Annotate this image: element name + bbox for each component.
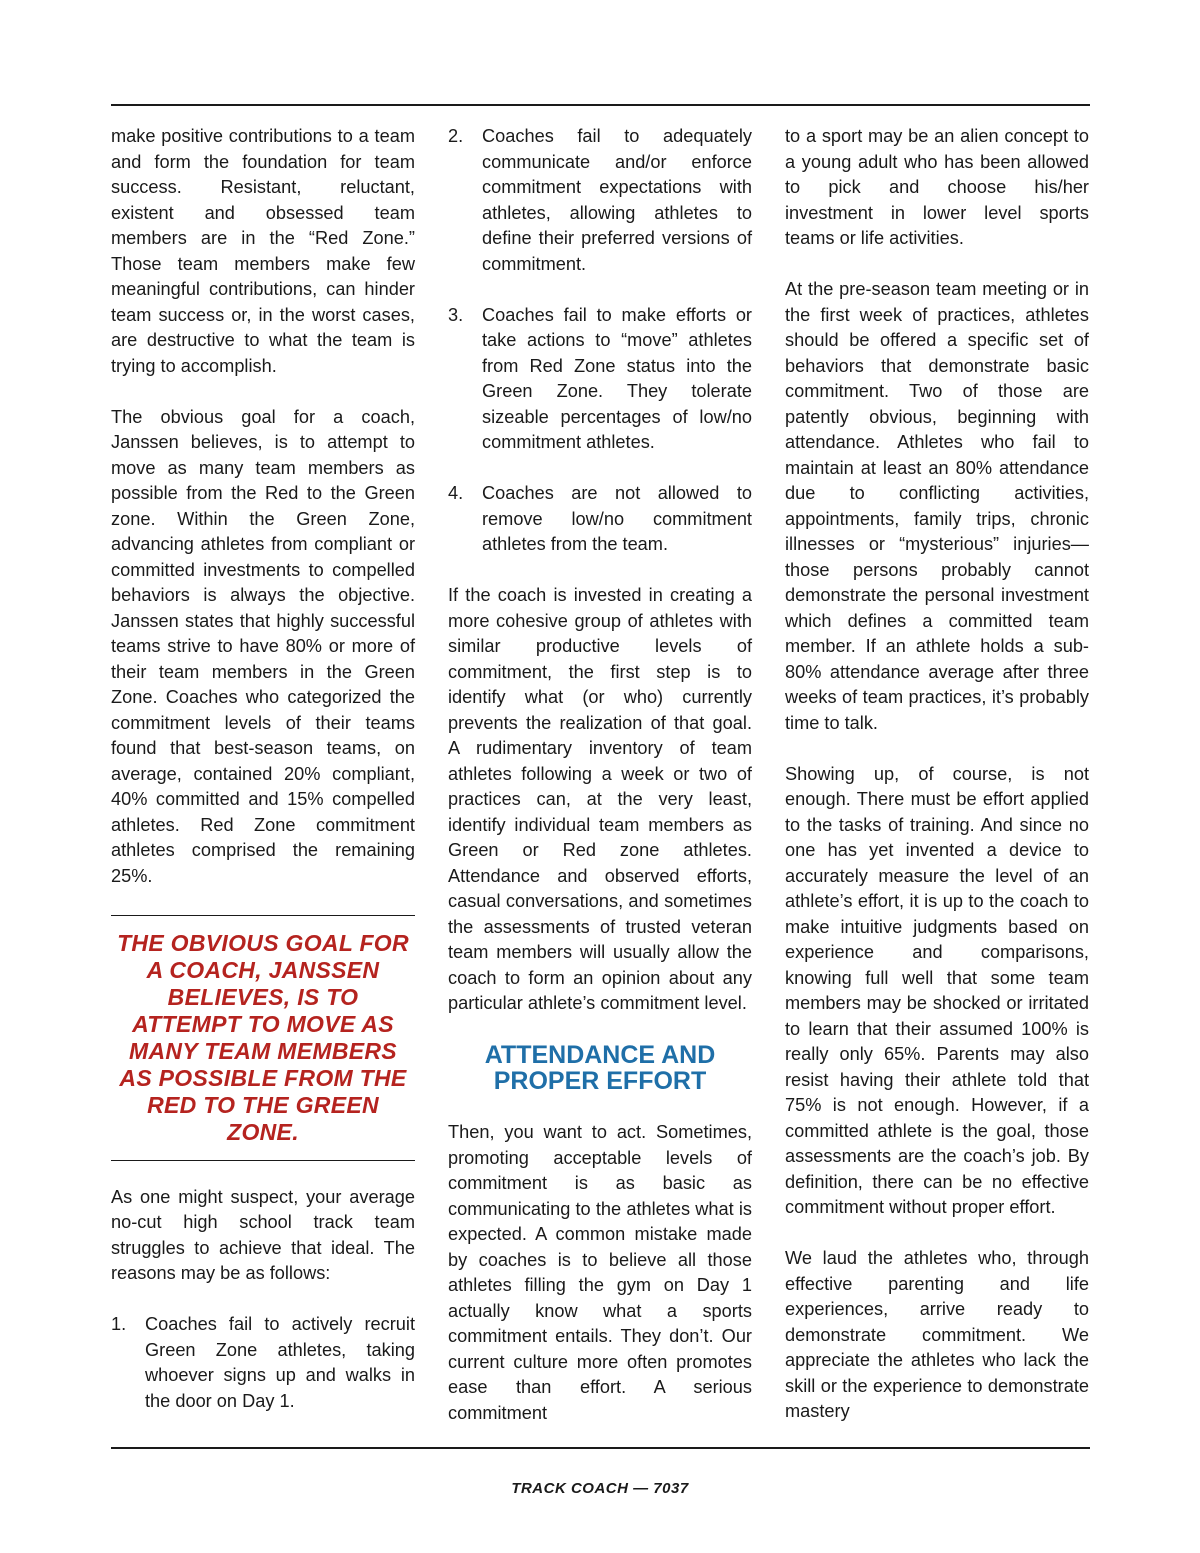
column-3 bbox=[785, 124, 1089, 1450]
column-1 bbox=[111, 124, 415, 1440]
paragraph: Then, you want to act. Sometimes, promoting acceptable levels of commitment is as basic as communicating to the athletes what is expected. A common mistake made by coaches is to believe all those athletes filling the gym on Day 1 actually know what a sports commitment entails. They don’t. Our current culture more often promotes ease than effort. A serious commitment bbox=[448, 1122, 752, 1423]
reasons-list bbox=[111, 1312, 415, 1414]
list-number: 4. bbox=[448, 483, 464, 503]
list-text: Coaches fail to make efforts or take actions to “move” athletes from Red Zone status into the Green Zone. They tolerate sizeable percentages of low/no commitment athletes. bbox=[482, 304, 752, 452]
reasons-list-continued bbox=[448, 124, 752, 558]
paragraph: The obvious goal for a coach, Janssen believes, is to attempt to move as many team members as possible from the Red to the Green zone. Within the Green Zone, advancing athletes from compliant or committed investments to compelled behaviors is always the objective. Janssen states that highly successful teams strive to have 80% or more of their team members in the Green Zone. Coaches who categorized the commitment levels of their teams found that best-season teams, on average, contained 20% compliant, 40% committed and 15% compelled athletes. Red Zone commitment athletes comprised the remaining 25%. bbox=[111, 406, 415, 886]
paragraph: At the pre-season team meeting or in the first week of practices, athletes should be offered a specific set of behaviors that demonstrate basic commitment. Two of those are patently obvious, beginning with attendance. Athletes who fail to maintain at least an 80% attendance due to conflicting activities, appointments, family trips, chronic illnesses or “mysterious” injuries—those persons probably cannot demonstrate the personal investment which defines a committed team member. If an athlete holds a sub-80% attendance average after three weeks of team practices, it’s probably time to talk. bbox=[785, 279, 1089, 733]
list-number: 3. bbox=[448, 304, 464, 325]
column-2 bbox=[448, 124, 752, 1452]
list-item bbox=[448, 481, 752, 558]
list-item bbox=[448, 124, 752, 277]
paragraph: We laud the athletes who, through effective parenting and life experiences, arrive ready to demonstrate commitment. We appreciate the athletes who lack the skill or the experience to demonstrate mastery bbox=[785, 1248, 1089, 1421]
paragraph: Showing up, of course, is not enough. There must be effort applied to the tasks of training. And since no one has yet invented a device to accurately measure the level of an athlete’s effort, it is up to the coach to make intuitive judgments based on experience and comparisons, knowing full well that some team members may be shocked or irritated to learn that their assumed 100% is really only 65%. Parents may also resist having their athlete told that 75% is not enough. However, if a committed athlete is the goal, those assessments are the coach’s job. By definition, there can be no effective commitment without proper effort. bbox=[785, 763, 1089, 1217]
paragraph: to a sport may be an alien concept to a young adult who has been allowed to pick and choose his/her investment in lower level sports teams or life activities. bbox=[785, 126, 1089, 248]
list-item bbox=[448, 303, 752, 456]
list-text: Coaches are not allowed to remove low/no commitment athletes from the team. bbox=[482, 483, 752, 554]
pull-quote: THE OBVIOUS GOAL FOR A COACH, JANSSEN BELIEVES, IS TO ATTEMPT TO MOVE AS MANY TEAM MEMBERS AS POSSIBLE FROM THE RED TO THE GREEN ZONE. bbox=[111, 915, 415, 1161]
list-text: Coaches fail to adequately communicate and/or enforce commitment expectations with athletes, allowing athletes to define their preferred versions of commitment. bbox=[482, 126, 752, 274]
page-footer: TRACK COACH — 7037 bbox=[511, 1480, 689, 1497]
list-number: 2. bbox=[448, 126, 464, 146]
bottom-rule bbox=[111, 1447, 1090, 1449]
paragraph: As one might suspect, your average no-cut high school track team struggles to achieve that ideal. The reasons may be as follows: bbox=[111, 1186, 415, 1283]
section-heading: ATTENDANCE AND PROPER EFFORT bbox=[484, 1041, 716, 1095]
paragraph: make positive contributions to a team and form the foundation for team success. Resistant, reluctant, existent and obsessed team members are in the “Red Zone.” Those team members make few meaningful contributions, can hinder team success or, in the worst cases, are destructive to what the team is trying to accomplish. bbox=[111, 126, 415, 376]
paragraph: If the coach is invested in creating a more cohesive group of athletes with similar productive levels of commitment, the first step is to identify what (or who) currently prevents the realization of that goal. A rudimentary inventory of team athletes following a week or two of practices can, at the very least, identify individual team members as Green or Red zone athletes. Attendance and observed efforts, casual conversations, and sometimes the assessments of trusted veteran team members will usually allow the coach to form an opinion about any particular athlete’s commitment level. bbox=[448, 585, 752, 1013]
list-number: 1. bbox=[111, 1314, 127, 1334]
list-item bbox=[111, 1312, 415, 1414]
list-text: Coaches fail to actively recruit Green Zone athletes, taking whoever signs up and walks in the door on Day 1. bbox=[145, 1314, 415, 1411]
top-rule bbox=[111, 104, 1090, 106]
